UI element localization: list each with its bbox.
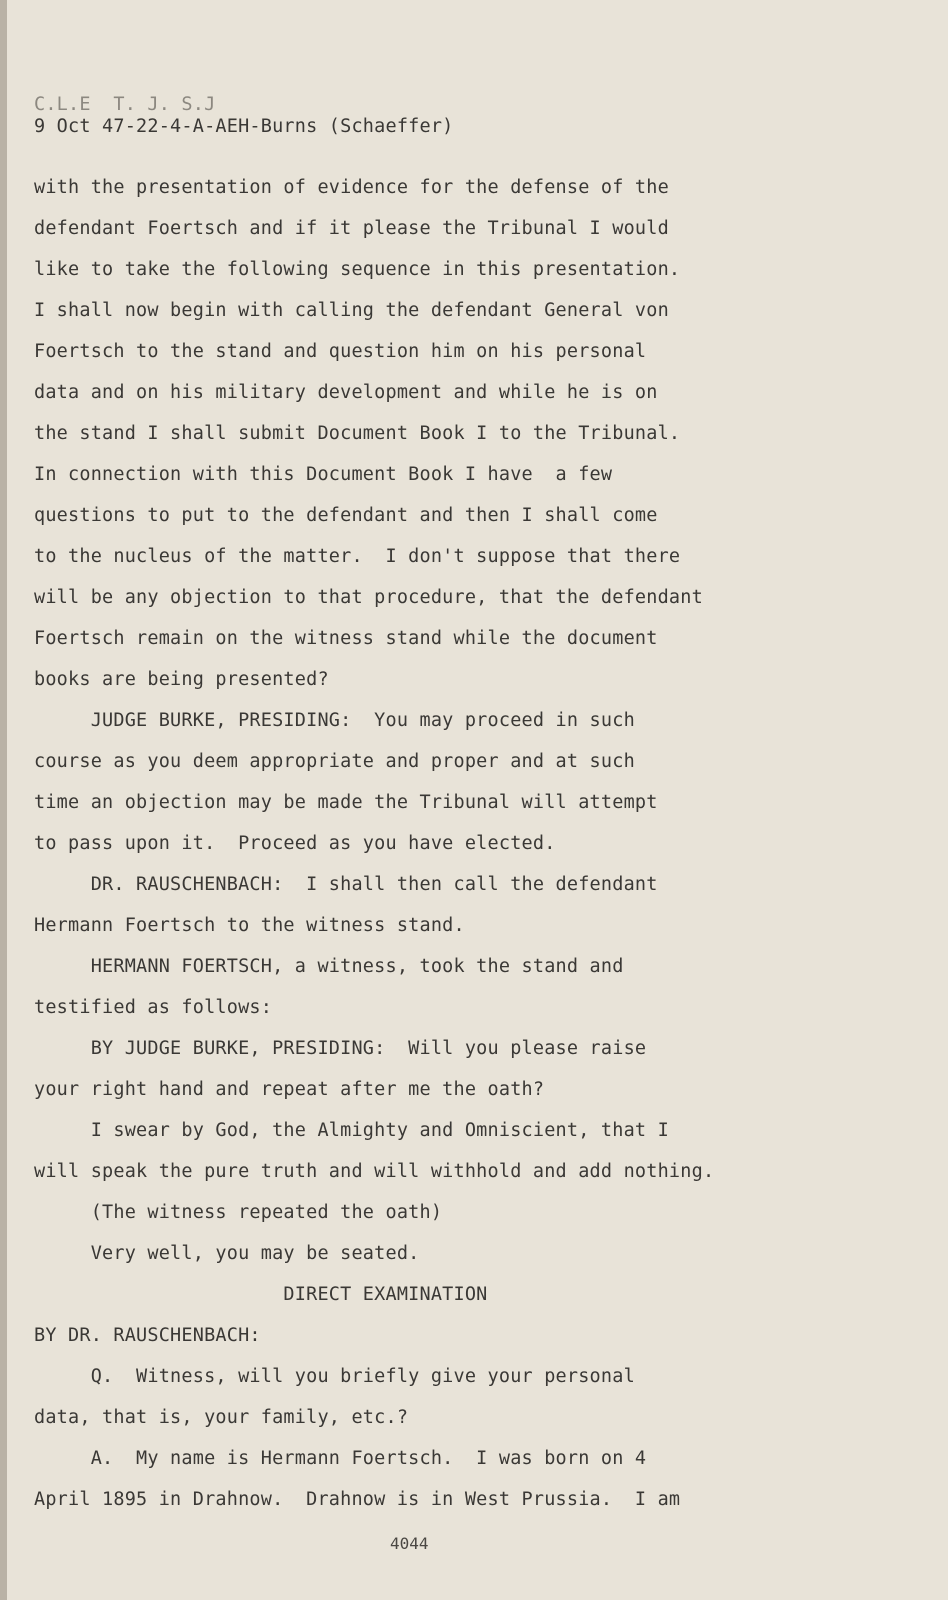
header-faint-line: C.L.E T. J. S.J <box>34 94 216 115</box>
body-line: Very well, you may be seated. <box>34 1243 420 1264</box>
body-line: BY DR. RAUSCHENBACH: <box>34 1325 261 1346</box>
body-line: will be any objection to that procedure, that the defendant <box>34 587 703 608</box>
body-line: testified as follows: <box>34 997 273 1018</box>
body-line: to the nucleus of the matter. I don't suppose that there <box>34 546 681 567</box>
body-line: course as you deem appropriate and proper and at such <box>34 751 635 772</box>
body-line: time an objection may be made the Tribunal will attempt <box>34 792 658 813</box>
body-line: questions to put to the defendant and then I shall come <box>34 505 658 526</box>
body-line: will speak the pure truth and will withhold and add nothing. <box>34 1161 715 1182</box>
body-line: with the presentation of evidence for the defense of the <box>34 177 669 198</box>
body-line: JUDGE BURKE, PRESIDING: You may proceed in such <box>34 710 635 731</box>
body-line: DR. RAUSCHENBACH: I shall then call the defendant <box>34 874 658 895</box>
body-line: A. My name is Hermann Foertsch. I was born on 4 <box>34 1448 647 1469</box>
section-heading: DIRECT EXAMINATION <box>34 1284 488 1305</box>
body-line: data, that is, your family, etc.? <box>34 1407 409 1428</box>
body-line: like to take the following sequence in this presentation. <box>34 259 681 280</box>
body-line: Q. Witness, will you briefly give your personal <box>34 1366 635 1387</box>
body-line: BY JUDGE BURKE, PRESIDING: Will you please raise <box>34 1038 647 1059</box>
body-line: HERMANN FOERTSCH, a witness, took the stand and <box>34 956 624 977</box>
body-line: Hermann Foertsch to the witness stand. <box>34 915 465 936</box>
body-line: books are being presented? <box>34 669 329 690</box>
body-line: to pass upon it. Proceed as you have elected. <box>34 833 556 854</box>
page-number: 4044 <box>390 1534 429 1553</box>
body-line: data and on his military development and while he is on <box>34 382 658 403</box>
body-line: defendant Foertsch and if it please the Tribunal I would <box>34 218 669 239</box>
body-line: (The witness repeated the oath) <box>34 1202 443 1223</box>
body-line: In connection with this Document Book I have a few <box>34 464 613 485</box>
body-line: I shall now begin with calling the defendant General von <box>34 300 669 321</box>
header-reference-line: 9 Oct 47-22-4-A-AEH-Burns (Schaeffer) <box>34 116 454 137</box>
body-line: the stand I shall submit Document Book I to the Tribunal. <box>34 423 681 444</box>
body-line: Foertsch to the stand and question him on his personal <box>34 341 647 362</box>
body-line: I swear by God, the Almighty and Omniscient, that I <box>34 1120 669 1141</box>
body-line: April 1895 in Drahnow. Drahnow is in West Prussia. I am <box>34 1489 681 1510</box>
body-line: Foertsch remain on the witness stand while the document <box>34 628 658 649</box>
body-line: your right hand and repeat after me the oath? <box>34 1079 545 1100</box>
page-edge <box>0 0 7 1600</box>
